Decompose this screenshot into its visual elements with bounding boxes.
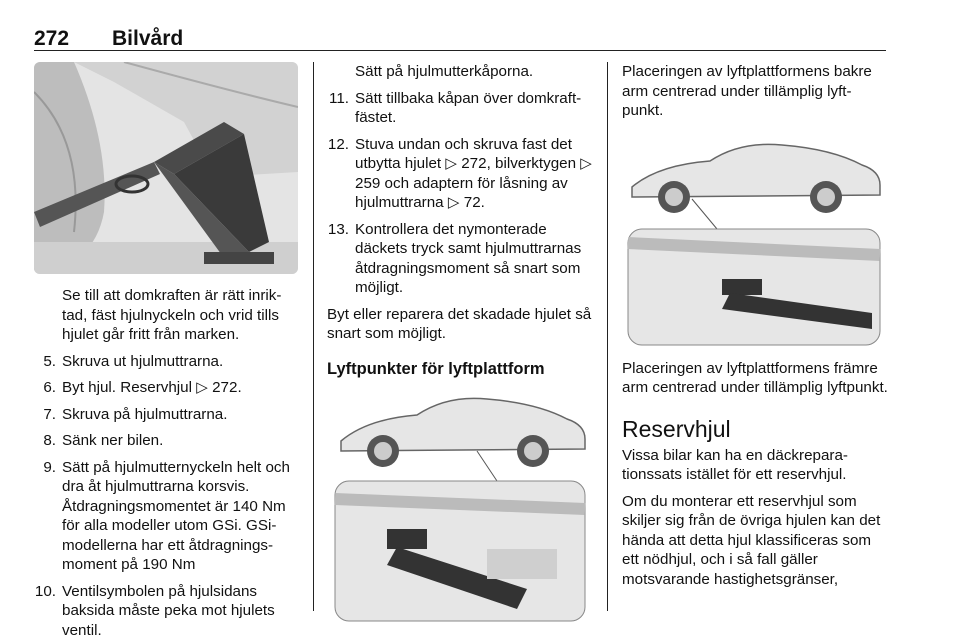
list-item: [34, 431, 298, 451]
section-heading: Reservhjul: [622, 415, 731, 442]
list-number: 7.: [43, 405, 56, 423]
list-number: 6.: [43, 379, 56, 396]
page-header: [34, 28, 886, 51]
list-text: Byt hjul. Reservhjul ▷ 272.: [62, 379, 242, 396]
list-text: Sätt tillbaka kåpan över domkraft-fästet.: [355, 89, 582, 126]
caption: Se till att domkraften är rätt inrik-tad, fäst hjulnyckeln och vrid tills hjulet går fritt från marken.: [62, 287, 282, 343]
list-text: Skruva ut hjulmuttrarna.: [62, 352, 224, 370]
list-item: [327, 220, 593, 298]
front-lift-illustration: [327, 389, 593, 625]
list-text: Sätt på hjulmutternyckeln helt och dra åt hjulmuttrarna korsvis. Åtdragningsmomentet är 140 Nm för alla modeller utom GSi. GSi-modellerna har ett åtdragnings-moment på 190 Nm: [62, 458, 290, 573]
subheading: Lyftpunkter för lyftplattform: [327, 359, 545, 378]
column-divider: [607, 62, 608, 611]
list-number: 13.: [327, 220, 349, 238]
rear-lift-illustration: [622, 133, 886, 347]
list-text: Kontrollera det nymonterade däckets tryck samt hjulmuttrarnas åtdragningsmoment så snart som möjligt.: [355, 220, 582, 296]
list-item: [34, 352, 298, 372]
page-number: 272: [34, 27, 70, 50]
paragraph: Placeringen av lyftplattformens främre arm centrerad under tillämplig lyftpunkt.: [622, 359, 888, 396]
list-number: 11.: [329, 89, 349, 107]
list-item: [327, 89, 593, 128]
list-item: [327, 135, 593, 213]
list-text: Sänk ner bilen.: [62, 432, 164, 449]
list-number: 5.: [43, 352, 56, 370]
list-item: [34, 378, 298, 398]
list-item: [34, 405, 298, 425]
list-item: [34, 458, 298, 575]
section-title: Bilvård: [112, 27, 184, 50]
list-number: 9.: [43, 458, 56, 476]
list-number: 8.: [43, 432, 56, 449]
paragraph: Vissa bilar kan ha en däckrepara-tionssats istället för ett reservhjul.: [622, 446, 848, 483]
paragraph: Om du monterar ett reservhjul som skiljer sig från de övriga hjulen kan det hända att detta hjul klassificeras som ett nödhjul, och i så fall gäller motsvarande hastighetsgränser,: [622, 492, 881, 588]
list-text: Stuva undan och skruva fast det utbytta hjulet ▷ 272, bilverktygen ▷ 259 och adaptern för låsning av hjulmuttrarna ▷ 72.: [355, 135, 592, 211]
paragraph: Byt eller reparera det skadade hjulet så snart som möjligt.: [327, 305, 592, 342]
column-2: [327, 62, 593, 625]
continued-step: Sätt på hjulmutterkåporna.: [355, 63, 534, 80]
list-number: 12.: [327, 135, 349, 153]
column-1: [34, 62, 298, 640]
column-divider: [313, 62, 314, 611]
paragraph: Placeringen av lyftplattformens bakre arm centrerad under tillämplig lyft-punkt.: [622, 63, 872, 119]
list-item: [34, 582, 298, 641]
column-3: [622, 62, 888, 589]
list-number: 10.: [34, 582, 56, 600]
jack-illustration: [34, 62, 298, 274]
list-text: Ventilsymbolen på hjulsidans baksida måste peka mot hjulets ventil.: [62, 582, 275, 639]
list-text: Skruva på hjulmuttrarna.: [62, 405, 228, 423]
